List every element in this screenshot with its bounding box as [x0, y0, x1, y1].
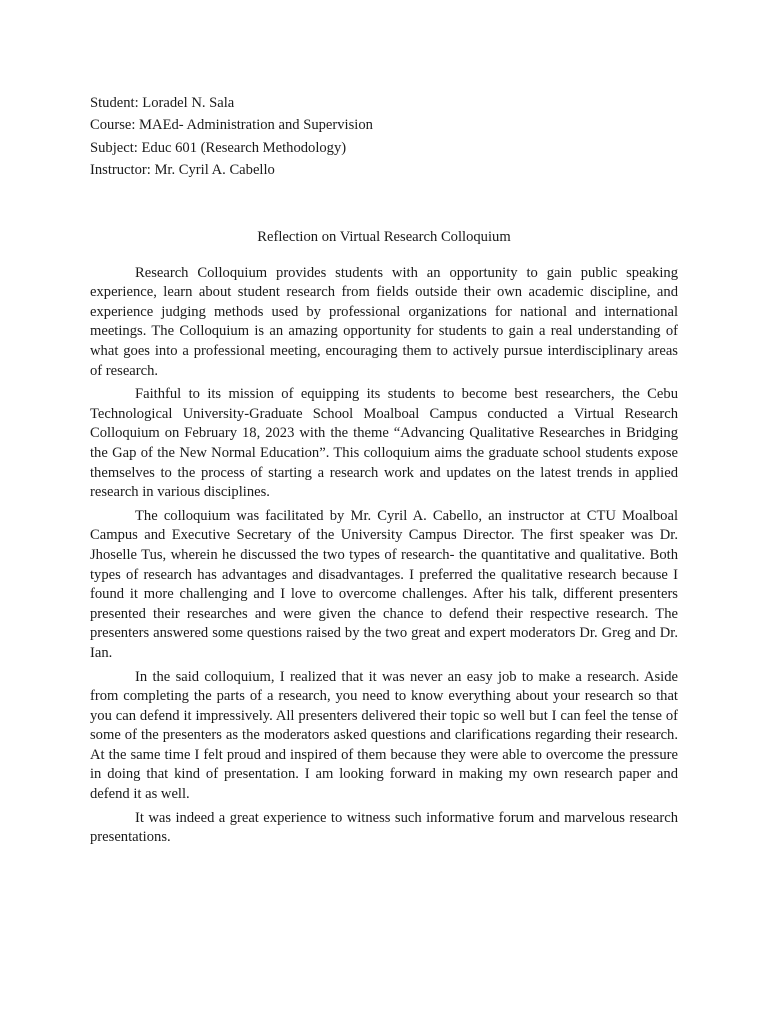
paragraph-5: It was indeed a great experience to witness such informative forum and marvelous research presentations.	[90, 809, 678, 846]
student-name: Student: Loradel N. Sala	[90, 95, 235, 111]
paragraph-2: Faithful to its mission of equipping its students to become best researchers, the Cebu Technological University-Graduate School Moalboal Campus conducted a Virtual Research Colloquium on February 18, 2023 with the theme “Advancing Qualitative Researches in Bridging the Gap of the New Normal Education”. This colloquium aims the graduate school students expose themselves to the process of starting a research work and updates on the latest trends in applied research in various disciplines.	[90, 386, 678, 501]
paragraph-4: In the said colloquium, I realized that it was never an easy job to make a research. Aside from completing the parts of a research, you need to know everything about your research so that you can defend it impressively. All presenters delivered their topic so well but I can feel the tense of some of the presenters as the moderators asked questions and clarifications regarding their research. At the same time I felt proud and inspired of them because they were able to overcome the pressure in doing that kind of presentation. I am looking forward in making my own research paper and defend it as well.	[90, 668, 678, 803]
instructor: Instructor: Mr. Cyril A. Cabello	[90, 162, 275, 179]
paragraph-1: Research Colloquium provides students with an opportunity to gain public speaking experience, learn about student research from fields outside their own academic discipline, and experience judging methods used by professional organizations for national and international meetings. The Colloquium is an amazing opportunity for students to gain a real understanding of what goes into a professional meeting, encouraging them to actively pursue interdisciplinary areas of research.	[90, 264, 678, 379]
subject: Subject: Educ 601 (Research Methodology)	[90, 139, 347, 156]
paragraph-3: The colloquium was facilitated by Mr. Cyril A. Cabello, an instructor at CTU Moalboal Campus and Executive Secretary of the University Campus Director. The first speaker was Dr. Jhoselle Tus, wherein he discussed the two types of research- the quantitative and qualitative. Both types of research has advantages and disadvantages. I preferred the qualitative research because I found it more challenging and I love to overcome challenges. After his talk, different presenters presented their researches and were given the chance to defend their respective research. The presenters answered some questions raised by the two great and expert moderators Dr. Greg and Dr. Ian.	[90, 507, 678, 661]
document-page	[90, 92, 678, 852]
document-title: Reflection on Virtual Research Colloquium	[257, 228, 511, 245]
course: Course: MAEd- Administration and Supervision	[90, 117, 373, 134]
student-info-block	[90, 92, 678, 182]
